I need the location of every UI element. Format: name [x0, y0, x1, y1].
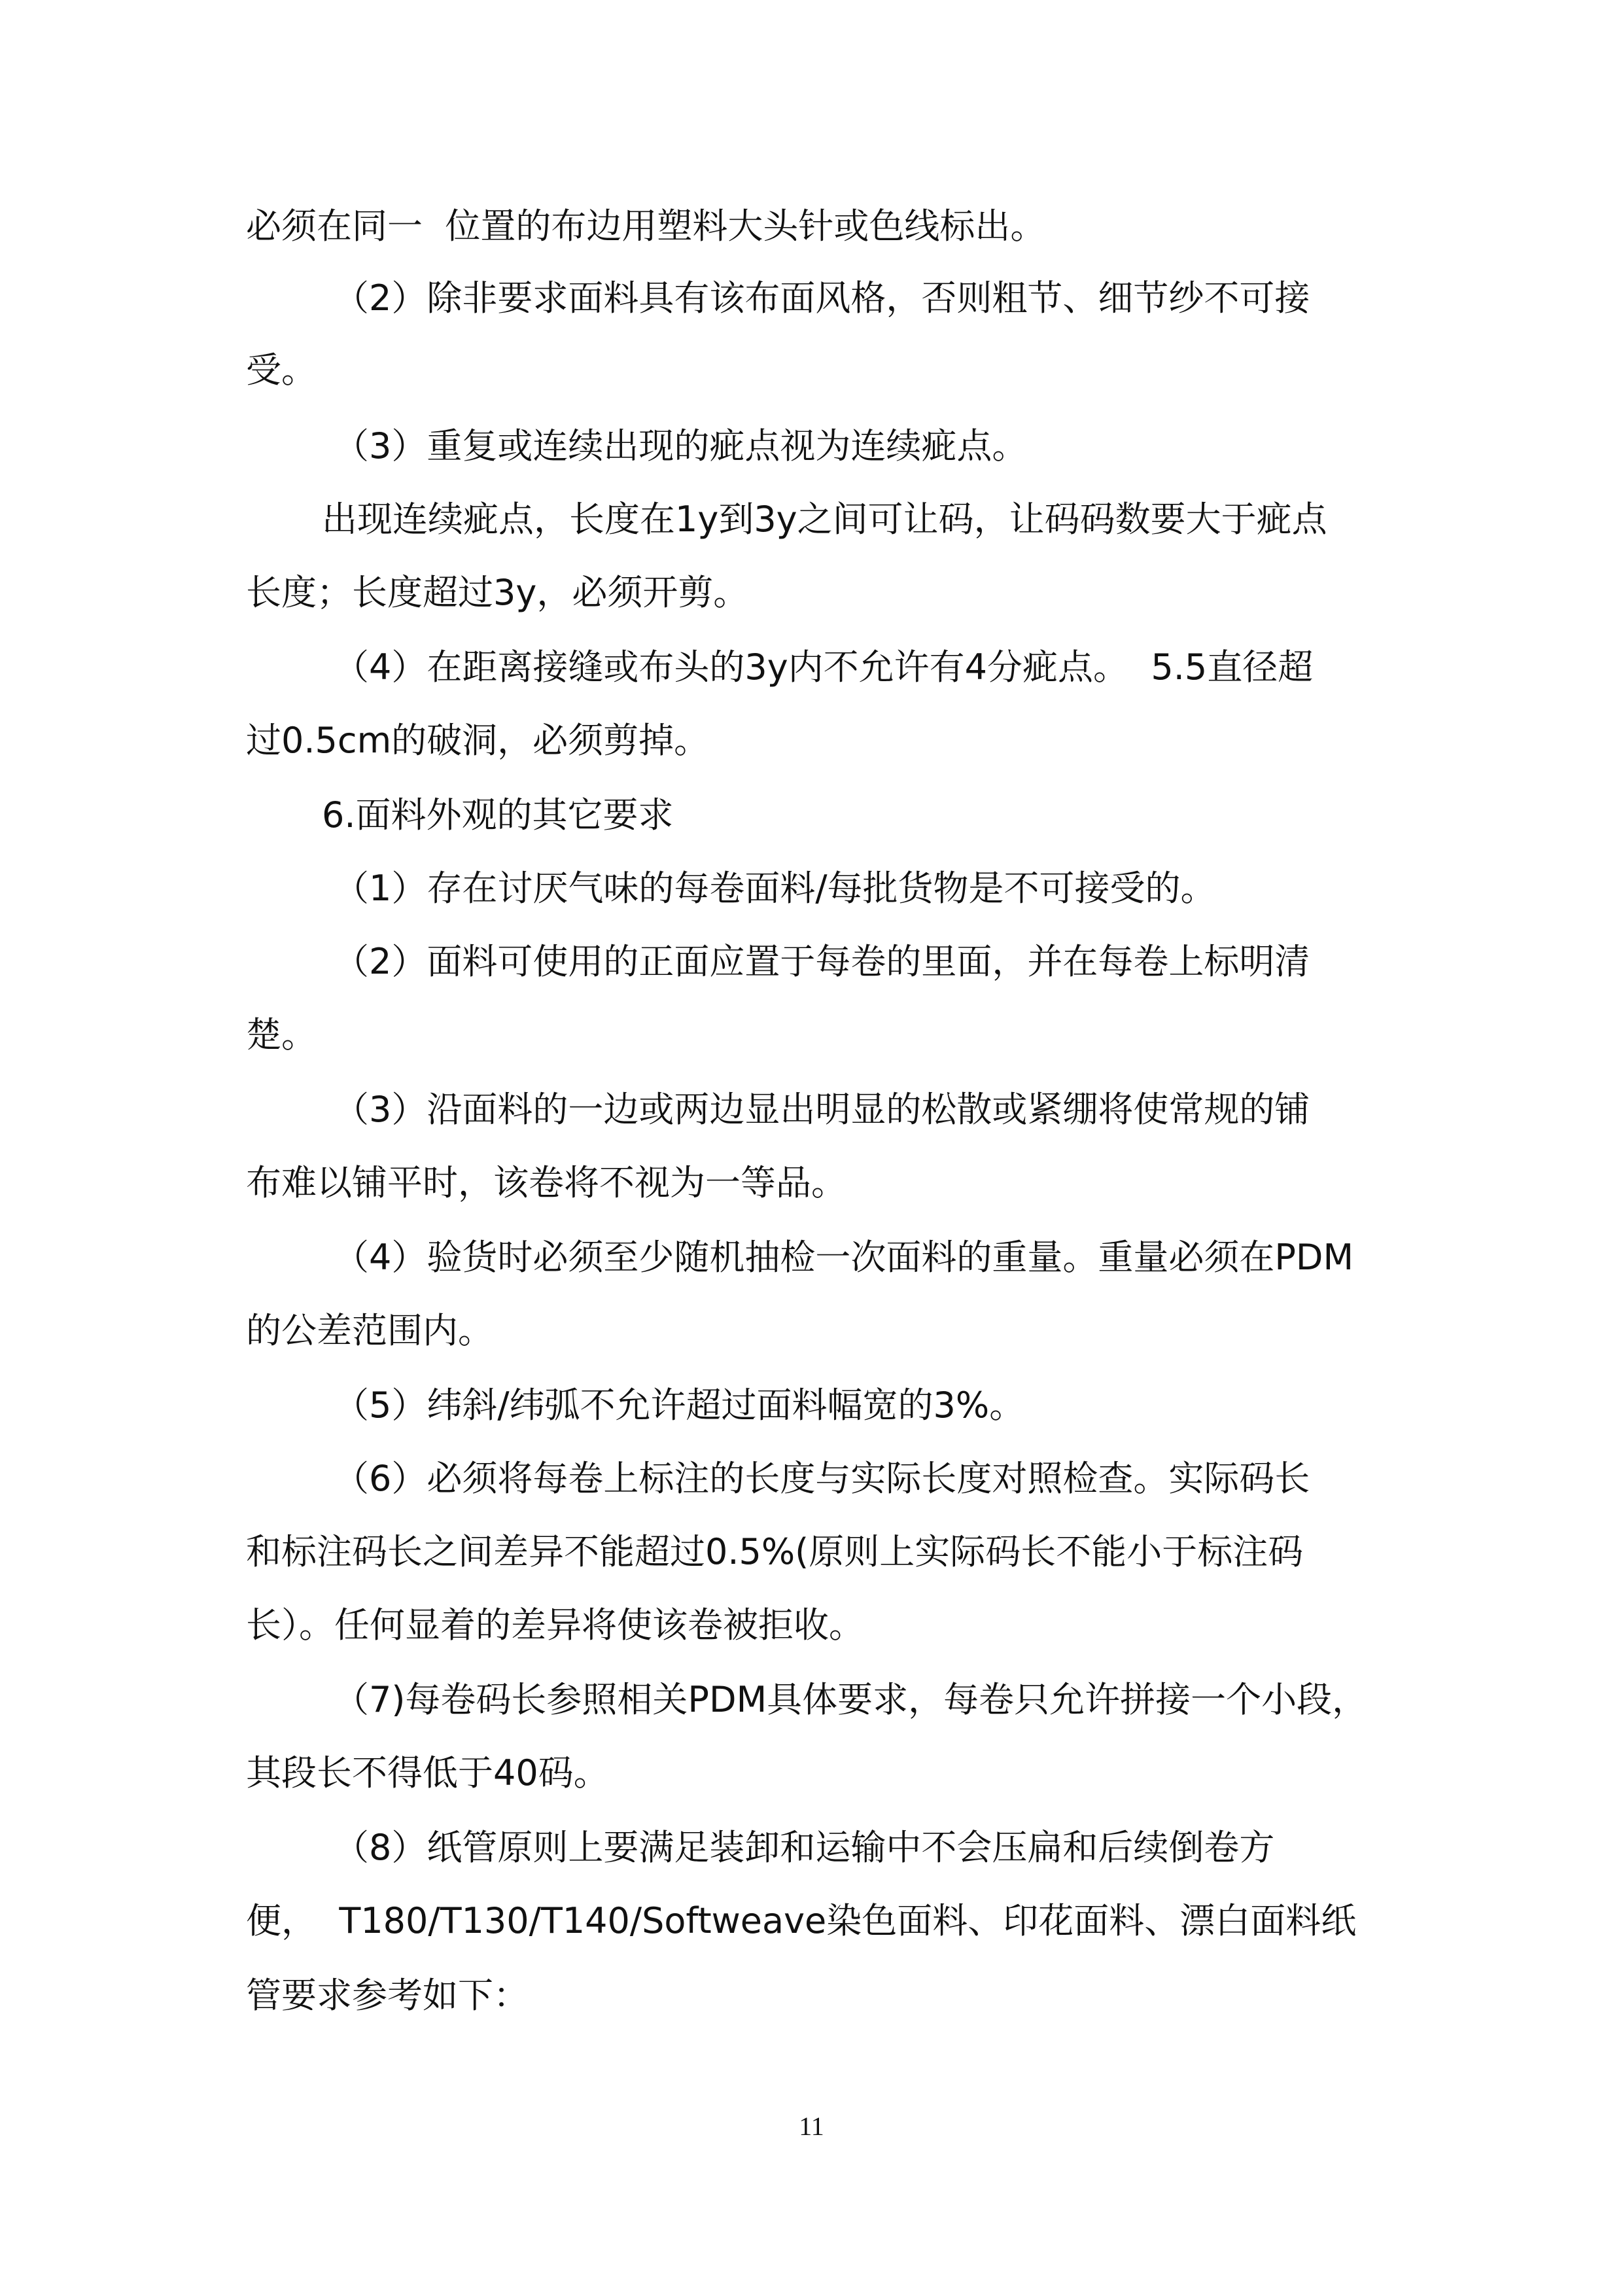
text-line-11: （2）面料可使用的正面应置于每卷的里面，并在每卷上标明清 [334, 941, 1310, 982]
section-heading: 6.面料外观的其它要求 [322, 794, 674, 836]
text-line-2: （2）除非要求面料具有该布面风格，否则粗节、细节纱不可接 [334, 277, 1310, 319]
text-line-7: （4）在距离接缝或布头的3y内不允许有4分疵点。 5.5直径超 [334, 646, 1314, 688]
page-number: 11 [799, 2111, 824, 2141]
text-line-6: 长度；长度超过3y，必须开剪。 [246, 572, 749, 613]
text-line-20: 长）。任何显着的差异将使该卷被拒收。 [246, 1604, 864, 1646]
text-line-15: （4）验货时必须至少随机抽检一次面料的重量。重量必须在PDM [334, 1237, 1354, 1278]
text-line-18: （6）必须将每卷上标注的长度与实际长度对照检查。实际码长 [334, 1458, 1310, 1499]
text-line-14: 布难以铺平时，该卷将不视为一等品。 [246, 1162, 846, 1203]
text-line-1: 必须在同一 位置的布边用塑料大头针或色线标出。 [246, 205, 1046, 247]
text-line-12: 楚。 [246, 1014, 317, 1055]
text-line-16: 的公差范围内。 [246, 1310, 493, 1351]
text-line-19: 和标注码长之间差异不能超过0.5%(原则上实际码长不能小于标注码 [246, 1531, 1304, 1572]
text-line-13: （3）沿面料的一边或两边显出明显的松散或紧绷将使常规的铺 [334, 1089, 1310, 1130]
text-line-5: 出现连续疵点，长度在1y到3y之间可让码，让码码数要大于疵点 [322, 499, 1327, 540]
text-line-10: （1）存在讨厌气味的每卷面料/每批货物是不可接受的。 [334, 868, 1216, 909]
text-line-8: 过0.5cm的破洞，必须剪掉。 [246, 720, 710, 761]
text-line-22: 其段长不得低于40码。 [246, 1752, 609, 1793]
text-line-21: （7)每卷码长参照相关PDM具体要求，每卷只允许拼接一个小段， [334, 1679, 1368, 1720]
text-line-3: 受。 [246, 349, 317, 391]
text-line-25: 管要求参考如下： [246, 1975, 529, 2016]
text-line-23: （8）纸管原则上要满足装卸和运输中不会压扁和后续倒卷方 [334, 1827, 1275, 1868]
text-line-24: 便， T180/T130/T140/Softweave染色面料、印花面料、漂白面料纸 [246, 1900, 1357, 1941]
text-line-4: （3）重复或连续出现的疵点视为连续疵点。 [334, 425, 1028, 467]
text-line-17: （5）纬斜/纬弧不允许超过面料幅宽的3%。 [334, 1385, 1025, 1426]
